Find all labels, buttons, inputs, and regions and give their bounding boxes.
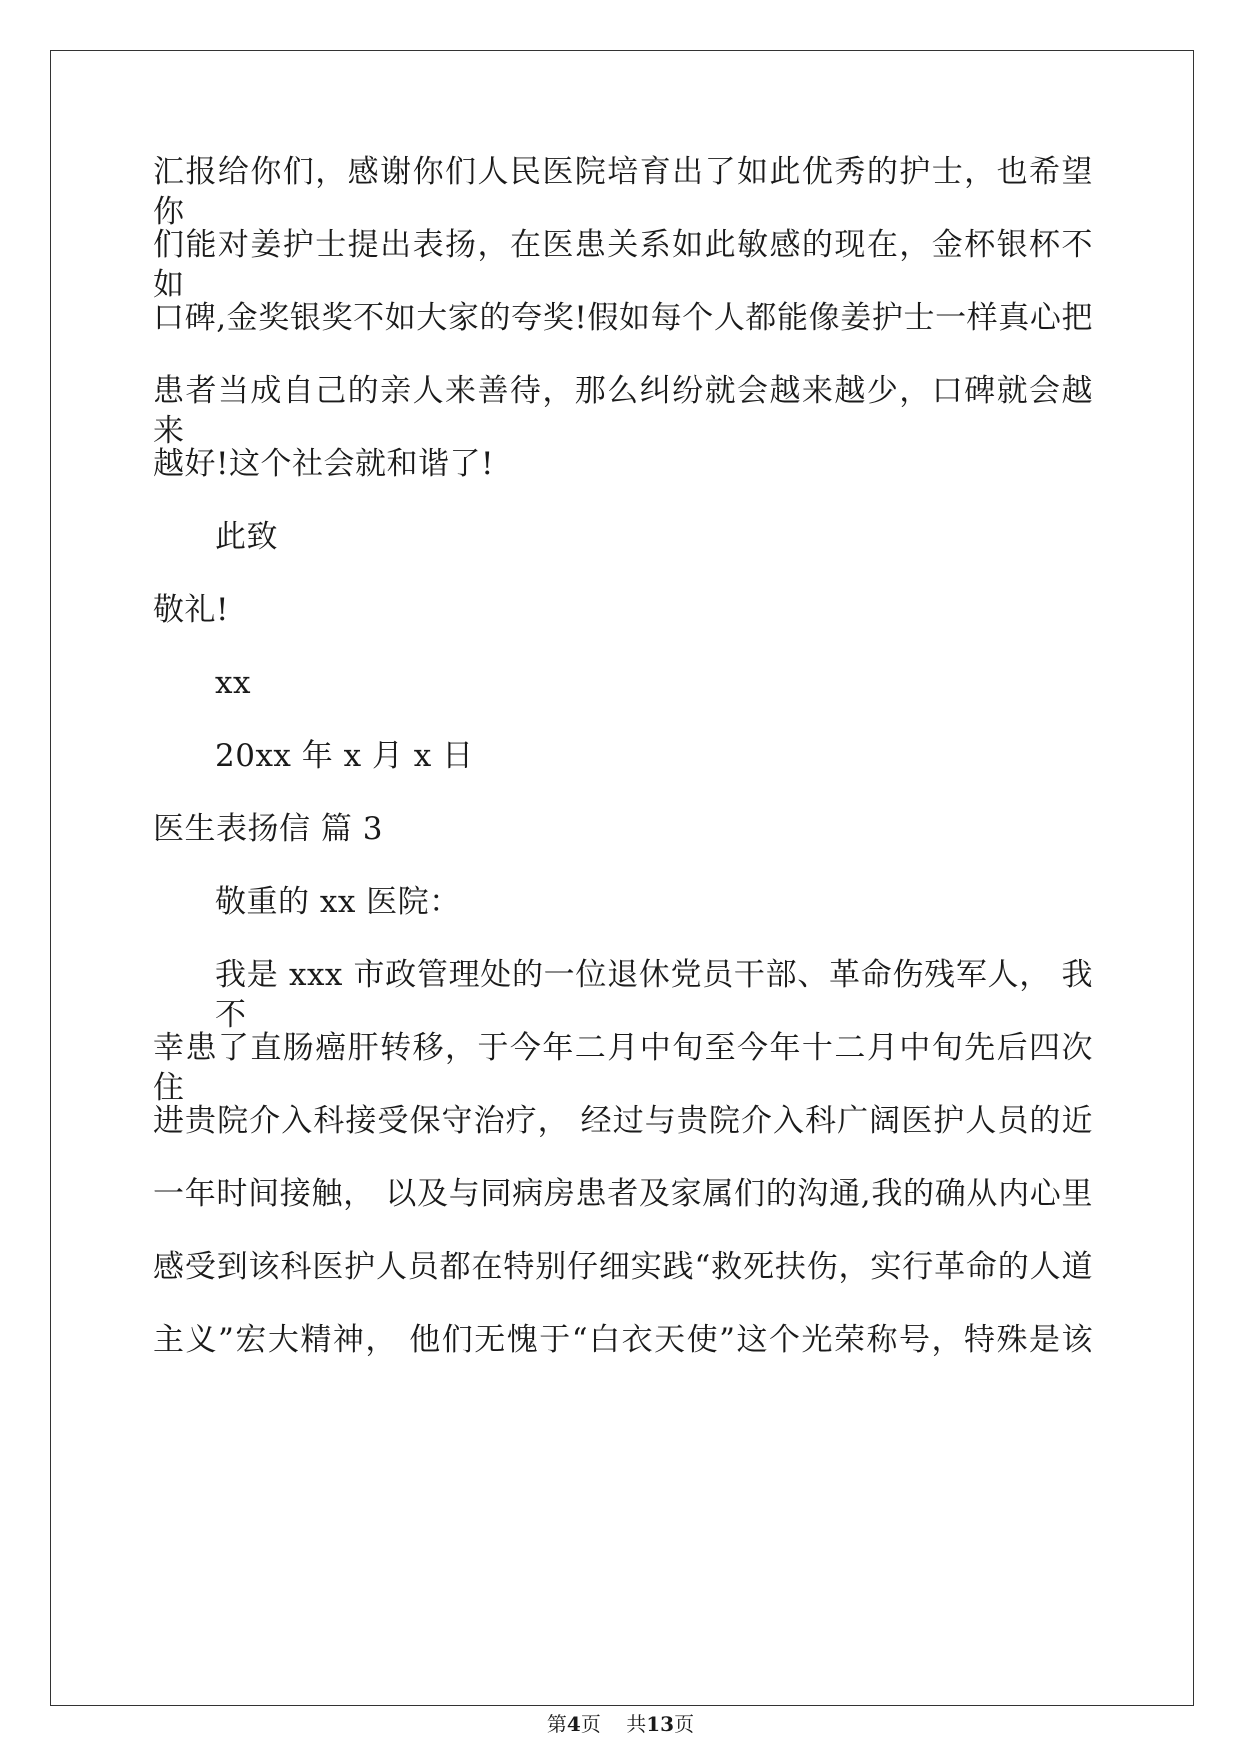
footer-mid: 页 共	[580, 1712, 647, 1736]
footer-suffix: 页	[674, 1712, 695, 1736]
body-line-2: 们能对姜护士提出表扬，在医患关系如此敏感的现在，金杯银杯不如	[153, 227, 1093, 303]
signature: xx	[215, 665, 251, 701]
closing-regards: 敬礼!	[153, 592, 229, 628]
footer-prefix: 第	[546, 1712, 567, 1736]
section-heading: 医生表扬信 篇 3	[153, 811, 383, 847]
date-line: 20xx 年 x 月 x 日	[215, 738, 474, 774]
footer-total-pages: 13	[646, 1712, 675, 1736]
body-line-10: 感受到该科医护人员都在特别仔细实践“救死扶伤，实行革命的人道	[153, 1249, 1093, 1285]
body-line-8: 进贵院介入科接受保守治疗， 经过与贵院介入科广阔医护人员的近	[153, 1103, 1093, 1139]
footer-page-number: 4	[566, 1712, 581, 1736]
body-line-9: 一年时间接触， 以及与同病房患者及家属们的沟通,我的确从内心里	[153, 1176, 1093, 1212]
body-line-4: 患者当成自己的亲人来善待，那么纠纷就会越来越少，口碑就会越来	[153, 373, 1093, 449]
body-line-1: 汇报给你们，感谢你们人民医院培育出了如此优秀的护士，也希望你	[153, 154, 1093, 230]
body-line-3: 口碑,金奖银奖不如大家的夸奖!假如每个人都能像姜护士一样真心把	[153, 300, 1093, 336]
body-line-5: 越好!这个社会就和谐了!	[153, 446, 494, 482]
body-line-6: 我是 xxx 市政管理处的一位退休党员干部、革命伤残军人， 我不	[215, 957, 1093, 1033]
greeting: 敬重的 xx 医院：	[215, 884, 461, 920]
body-line-7: 幸患了直肠癌肝转移，于今年二月中旬至今年十二月中旬先后四次住	[153, 1030, 1093, 1106]
closing-salutation: 此致	[215, 519, 278, 555]
page-footer	[0, 1712, 1241, 1736]
body-line-11: 主义”宏大精神， 他们无愧于“白衣天使”这个光荣称号，特殊是该	[153, 1322, 1093, 1358]
